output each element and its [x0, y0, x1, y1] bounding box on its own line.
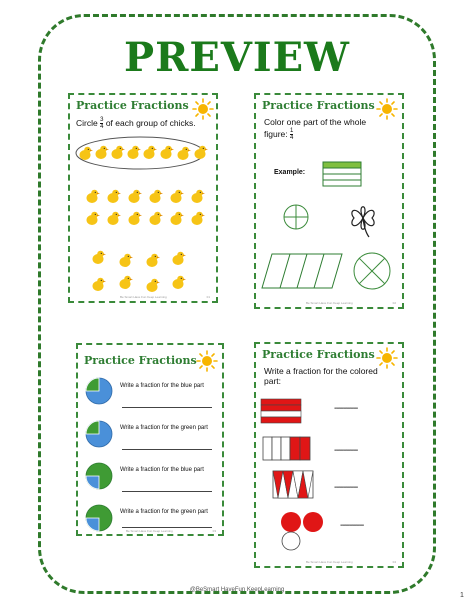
card-write-fraction-colored	[254, 342, 404, 568]
instruction-line-2: figure: $\frac{1}{4}$	[264, 128, 294, 141]
card-footer-number: 04	[392, 560, 396, 564]
four-leaf-clover	[344, 199, 382, 239]
prompt-1: Write a fraction for the blue part	[120, 383, 204, 389]
circle-x-divided	[352, 251, 392, 291]
pie-green-2	[84, 503, 114, 533]
card-footer-number: 03	[212, 529, 216, 533]
fraction-numerator: 3	[100, 117, 104, 123]
fraction-denominator: 4	[290, 135, 294, 141]
answer-blank-1[interactable]: ----------	[334, 403, 358, 414]
example-label: Example:	[274, 169, 306, 176]
example-rectangle	[322, 161, 362, 189]
card-footer-number: 01	[206, 295, 210, 299]
card-title: Practice Fractions	[84, 354, 197, 367]
quartered-circle	[282, 203, 310, 231]
pie-green-1	[84, 419, 114, 449]
card-footer: Be Smart Have Fun Keep Learning	[306, 301, 353, 305]
page-title: PREVIEW	[124, 34, 350, 81]
chick-group-3	[93, 251, 187, 292]
card-title: Practice Fractions	[76, 99, 189, 112]
answer-line-2[interactable]	[122, 449, 212, 450]
chick-group-2	[87, 190, 206, 225]
pie-blue-1	[84, 376, 114, 406]
card-title: Practice Fractions	[262, 348, 375, 361]
answer-line-4[interactable]	[122, 527, 212, 528]
chick-groups	[70, 131, 216, 301]
chick-group-1	[80, 146, 209, 160]
parallelogram-divided	[260, 252, 344, 292]
sun-icon	[376, 98, 398, 120]
prompt-2: Write a fraction for the green part	[120, 425, 208, 431]
prompt-4: Write a fraction for the green part	[120, 509, 208, 515]
card-write-fraction-pies	[76, 343, 224, 536]
page-number: 1	[460, 592, 464, 599]
fraction-denominator: 4	[100, 124, 104, 130]
card-footer-number: 02	[392, 301, 396, 305]
prompt-3: Write a fraction for the blue part	[120, 467, 204, 473]
circle-group-red	[278, 511, 328, 551]
fraction-numerator: 1	[290, 128, 294, 134]
answer-blank-2[interactable]: ----------	[334, 445, 358, 456]
instruction-line-2: part:	[264, 376, 282, 386]
instruction-line-1: Write a fraction for the colored	[264, 366, 378, 376]
card-footer: Be Smart Have Fun Keep Learning	[306, 560, 353, 564]
answer-line-1[interactable]	[122, 407, 212, 408]
card-circle-chicks	[68, 93, 218, 303]
pie-blue-2	[84, 461, 114, 491]
card-title: Practice Fractions	[262, 99, 375, 112]
bar-split-red	[262, 436, 312, 462]
bar-stack-red	[260, 398, 304, 424]
triangle-strip	[272, 470, 316, 500]
instruction: Circle $\frac{3}{4}$ of each group of chicks.	[76, 117, 196, 130]
answer-blank-3[interactable]: ----------	[334, 482, 358, 493]
sun-icon	[376, 347, 398, 369]
answer-line-3[interactable]	[122, 491, 212, 492]
card-footer: Be Smart Have Fun Keep Learning	[120, 295, 167, 299]
credit-text: @BeSmart HaveFun KeepLearning	[189, 587, 285, 593]
card-color-one-part	[254, 93, 404, 309]
sun-icon	[196, 350, 218, 372]
card-footer: Be Smart Have Fun Keep Learning	[126, 529, 173, 533]
instruction-line-1: Color one part of the whole	[264, 117, 367, 127]
answer-blank-4[interactable]: ----------	[340, 520, 364, 531]
